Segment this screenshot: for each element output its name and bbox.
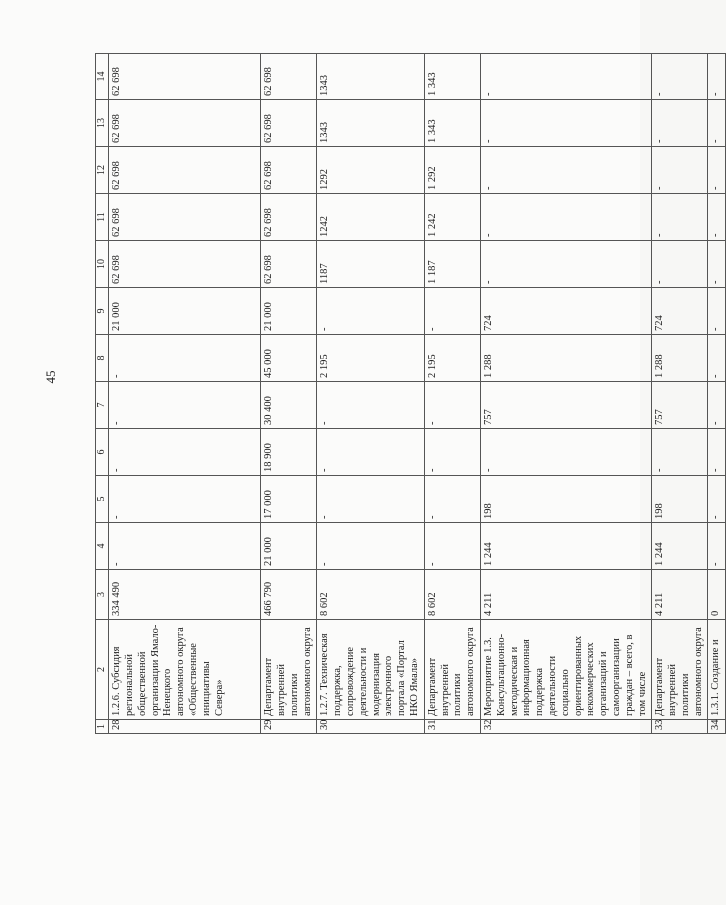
value-cell: 1 343 bbox=[424, 100, 480, 147]
row-number-cell: 30 bbox=[317, 720, 424, 734]
table-row bbox=[109, 54, 261, 734]
value-cell: - bbox=[652, 241, 708, 288]
value-cell: - bbox=[424, 429, 480, 476]
value-cell: 62 698 bbox=[109, 100, 261, 147]
column-header: 6 bbox=[96, 429, 109, 476]
value-cell: - bbox=[317, 382, 424, 429]
value-cell: - bbox=[708, 335, 726, 382]
column-header: 7 bbox=[96, 382, 109, 429]
value-cell: 757 bbox=[480, 382, 651, 429]
value-cell: 4 211 bbox=[652, 570, 708, 620]
value-cell: 334 490 bbox=[109, 570, 261, 620]
value-cell: 62 698 bbox=[109, 147, 261, 194]
header-row bbox=[96, 54, 109, 734]
value-cell: 198 bbox=[652, 476, 708, 523]
table-row bbox=[424, 54, 480, 734]
value-cell: 757 bbox=[652, 382, 708, 429]
table-row bbox=[652, 54, 708, 734]
row-name-cell: 1.2.7. Техническая поддержка, сопровождение деятельности и модернизация электронного портала «Портал НКО Ямала» bbox=[317, 620, 424, 720]
row-name-cell: Департамент внутренней политики автономного округа bbox=[424, 620, 480, 720]
row-number-cell: 28 bbox=[109, 720, 261, 734]
value-cell: - bbox=[652, 147, 708, 194]
row-number-cell: 31 bbox=[424, 720, 480, 734]
value-cell: 30 400 bbox=[261, 382, 317, 429]
value-cell: - bbox=[480, 194, 651, 241]
value-cell: - bbox=[708, 382, 726, 429]
value-cell: - bbox=[708, 147, 726, 194]
value-cell: - bbox=[317, 429, 424, 476]
value-cell: 1292 bbox=[317, 147, 424, 194]
table-row bbox=[261, 54, 317, 734]
column-header: 12 bbox=[96, 147, 109, 194]
row-number-cell: 29 bbox=[261, 720, 317, 734]
value-cell: - bbox=[424, 523, 480, 570]
value-cell: - bbox=[708, 194, 726, 241]
column-header: 8 bbox=[96, 335, 109, 382]
value-cell: - bbox=[480, 100, 651, 147]
row-name-cell: Департамент внутренней политики автономного округа bbox=[261, 620, 317, 720]
value-cell: 0 bbox=[708, 570, 726, 620]
value-cell: 1187 bbox=[317, 241, 424, 288]
value-cell: 62 698 bbox=[261, 147, 317, 194]
value-cell: - bbox=[424, 288, 480, 335]
row-name-cell: Департамент внутренней политики автономного округа bbox=[652, 620, 708, 720]
column-header: 5 bbox=[96, 476, 109, 523]
value-cell: - bbox=[708, 523, 726, 570]
column-header: 2 bbox=[96, 620, 109, 720]
value-cell: 8 602 bbox=[317, 570, 424, 620]
value-cell: 62 698 bbox=[109, 54, 261, 100]
column-header: 10 bbox=[96, 241, 109, 288]
value-cell: 2 195 bbox=[317, 335, 424, 382]
value-cell: 1 292 bbox=[424, 147, 480, 194]
value-cell: 1 244 bbox=[652, 523, 708, 570]
value-cell: 62 698 bbox=[261, 100, 317, 147]
value-cell: 62 698 bbox=[109, 194, 261, 241]
column-header: 3 bbox=[96, 570, 109, 620]
value-cell: 1343 bbox=[317, 54, 424, 100]
value-cell: 1 288 bbox=[480, 335, 651, 382]
table-row bbox=[708, 54, 726, 734]
value-cell: 724 bbox=[652, 288, 708, 335]
value-cell: 21 000 bbox=[109, 288, 261, 335]
value-cell: - bbox=[708, 476, 726, 523]
value-cell: - bbox=[109, 335, 261, 382]
value-cell: 62 698 bbox=[109, 241, 261, 288]
value-cell: - bbox=[480, 54, 651, 100]
value-cell: - bbox=[652, 100, 708, 147]
value-cell: 21 000 bbox=[261, 288, 317, 335]
value-cell: - bbox=[708, 288, 726, 335]
value-cell: - bbox=[109, 429, 261, 476]
column-header: 13 bbox=[96, 100, 109, 147]
value-cell: 2 195 bbox=[424, 335, 480, 382]
value-cell: 1 288 bbox=[652, 335, 708, 382]
value-cell: 1 244 bbox=[480, 523, 651, 570]
value-cell: - bbox=[109, 382, 261, 429]
value-cell: - bbox=[708, 241, 726, 288]
value-cell: 198 bbox=[480, 476, 651, 523]
rotated-table-wrapper bbox=[95, 54, 722, 734]
value-cell: - bbox=[652, 194, 708, 241]
value-cell: 1242 bbox=[317, 194, 424, 241]
value-cell: 62 698 bbox=[261, 54, 317, 100]
value-cell: - bbox=[317, 476, 424, 523]
value-cell: - bbox=[708, 429, 726, 476]
value-cell: 18 900 bbox=[261, 429, 317, 476]
value-cell: - bbox=[480, 147, 651, 194]
row-name-cell: 1.2.6. Субсидия региональной общественной организации Ямало-Ненецкого автономного округа «Общественные инициативы Севера» bbox=[109, 620, 261, 720]
value-cell: - bbox=[424, 476, 480, 523]
value-cell: - bbox=[708, 100, 726, 147]
value-cell: - bbox=[652, 54, 708, 100]
value-cell: 1 242 bbox=[424, 194, 480, 241]
row-number-cell: 32 bbox=[480, 720, 651, 734]
value-cell: 466 790 bbox=[261, 570, 317, 620]
row-number-cell: 34 bbox=[708, 720, 726, 734]
page-number: 45 bbox=[43, 370, 58, 384]
value-cell: 62 698 bbox=[261, 241, 317, 288]
value-cell: 17 000 bbox=[261, 476, 317, 523]
value-cell: - bbox=[317, 288, 424, 335]
value-cell: 1343 bbox=[317, 100, 424, 147]
table-row bbox=[480, 54, 651, 734]
row-number-cell: 33 bbox=[652, 720, 708, 734]
value-cell: 62 698 bbox=[261, 194, 317, 241]
value-cell: 724 bbox=[480, 288, 651, 335]
row-name-cell: Мероприятие 1.3. Консультационно-методическая и информационная поддержка деятельности социально ориентированных некоммерческих организаций и самоорганизации граждан – всего, в том числе bbox=[480, 620, 651, 720]
value-cell: 4 211 bbox=[480, 570, 651, 620]
value-cell: - bbox=[480, 429, 651, 476]
column-header: 4 bbox=[96, 523, 109, 570]
row-name-cell: 1.3.1. Создание и bbox=[708, 620, 726, 720]
value-cell: - bbox=[708, 54, 726, 100]
value-cell: 21 000 bbox=[261, 523, 317, 570]
value-cell: - bbox=[317, 523, 424, 570]
column-header: 11 bbox=[96, 194, 109, 241]
budget-table bbox=[95, 53, 726, 734]
value-cell: - bbox=[109, 476, 261, 523]
value-cell: - bbox=[109, 523, 261, 570]
column-header: 9 bbox=[96, 288, 109, 335]
value-cell: - bbox=[652, 429, 708, 476]
table-row bbox=[317, 54, 424, 734]
value-cell: - bbox=[480, 241, 651, 288]
value-cell: 8 602 bbox=[424, 570, 480, 620]
column-header: 1 bbox=[96, 720, 109, 734]
value-cell: 1 187 bbox=[424, 241, 480, 288]
value-cell: 45 000 bbox=[261, 335, 317, 382]
value-cell: - bbox=[424, 382, 480, 429]
column-header: 14 bbox=[96, 54, 109, 100]
value-cell: 1 343 bbox=[424, 54, 480, 100]
